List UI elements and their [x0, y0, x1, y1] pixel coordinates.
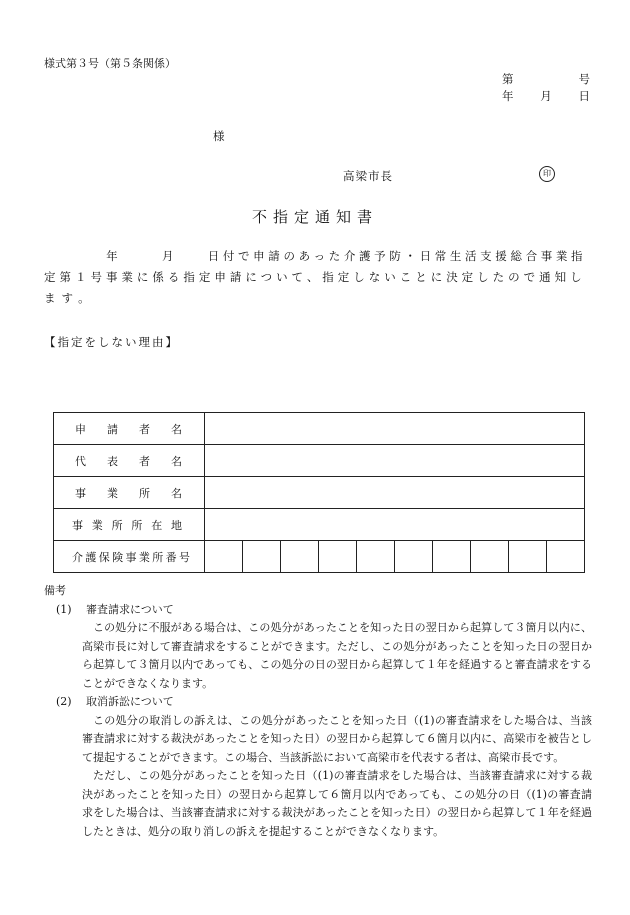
label-char: 請	[107, 422, 118, 436]
label-office-name	[54, 485, 204, 501]
label-char: 所	[131, 518, 143, 532]
remark-item	[44, 601, 592, 694]
label-char: 所	[139, 486, 150, 500]
row-label-cell	[54, 413, 205, 445]
label-char: 名	[171, 422, 182, 436]
label-char: 所	[111, 518, 123, 532]
label-char: 険	[112, 550, 124, 564]
body-month: 月	[159, 249, 176, 263]
remark-item	[44, 693, 592, 841]
label-char: 業	[138, 550, 150, 564]
office-number-digit-box[interactable]	[508, 541, 546, 572]
office-number-boxes	[205, 541, 585, 573]
label-char: 者	[139, 422, 150, 436]
issue-date	[502, 88, 590, 104]
table-row	[54, 445, 585, 477]
representative-name-field[interactable]	[205, 445, 585, 477]
office-number-digit-box[interactable]	[205, 541, 242, 572]
remarks	[44, 582, 592, 841]
label-char: 業	[91, 518, 103, 532]
office-name-field[interactable]	[205, 477, 585, 509]
body-line-1	[44, 246, 584, 267]
body-line-3: ます。	[44, 291, 96, 305]
number-prefix: 第	[502, 72, 514, 86]
remark-title: 審査請求について	[86, 602, 174, 616]
label-char: 護	[85, 550, 97, 564]
remark-paragraph: この処分の取消しの訴えは、この処分があったことを知った日（(1)の審査請求をした場合は、当該審査請求に対する裁決があったことを知った日）の翌日から起算して６箇月以内に、高梁市を被告として提起することができます。この場合、当該訴訟において高梁市を代表する者は、高梁市長です。	[82, 713, 592, 764]
remarks-heading: 備考	[44, 584, 66, 597]
remark-paragraph: ただし、この処分があったことを知った日（(1)の審査請求をした場合は、当該審査請求に対する裁決があったことを知った日）の翌日から起算して６箇月以内であっても、この処分の日（(1)の審査請求をした場合は、当該審査請求に対する裁決があったことを知った日）の翌日から起算して１年を経過したときは、処分の取り消しの訴えを提起することができなくなります。	[82, 769, 592, 838]
notice-body	[44, 246, 584, 309]
label-char: 号	[179, 550, 190, 564]
office-number-digit-box[interactable]	[280, 541, 318, 572]
label-char: 事	[75, 486, 86, 500]
table-row	[54, 413, 585, 445]
label-office-number	[54, 549, 204, 565]
label-char: 事	[72, 518, 83, 532]
label-char: 代	[75, 454, 86, 468]
office-address-field[interactable]	[205, 509, 585, 541]
label-char: 申	[75, 422, 86, 436]
remark-paragraph: この処分に不服がある場合は、この処分があったことを知った日の翌日から起算して３箇月以内に、高梁市長に対して審査請求をすることができます。ただし、この処分があったことを知った日の翌日から起算して３箇月以内であっても、この処分の日の翌日から起算して１年を経過すると審査請求をすることができなくなります。	[82, 621, 592, 690]
body-line-1-text: 日付で申請のあった介護予防・日常生活支援総合事業指	[205, 249, 585, 263]
row-label-cell	[54, 541, 205, 573]
office-number-digit-box[interactable]	[394, 541, 432, 572]
office-number-digit-box[interactable]	[470, 541, 508, 572]
label-char: 者	[139, 454, 150, 468]
label-char: 事	[125, 550, 137, 564]
issuer-name: 高梁市長	[343, 169, 393, 183]
table-row	[54, 477, 585, 509]
label-char: 地	[170, 518, 182, 532]
remark-subheading	[44, 601, 592, 620]
row-label-cell	[54, 509, 205, 541]
office-number-digit-box[interactable]	[356, 541, 394, 572]
label-office-address	[54, 517, 204, 533]
label-char: 所	[152, 550, 164, 564]
date-year: 年	[502, 89, 514, 103]
label-char: 番	[165, 550, 177, 564]
addressee-suffix: 様	[213, 129, 225, 143]
form-number: 様式第３号（第５条関係）	[44, 57, 176, 70]
label-char: 名	[171, 454, 182, 468]
label-char: 業	[107, 486, 118, 500]
remark-number: (2)	[56, 695, 72, 708]
table-row	[54, 509, 585, 541]
office-number-digit-box[interactable]	[432, 541, 470, 572]
label-char: 介	[72, 550, 83, 564]
remark-subheading	[44, 693, 592, 712]
label-char: 在	[151, 518, 163, 532]
applicant-name-field[interactable]	[205, 413, 585, 445]
document-title: 不指定通知書	[251, 208, 378, 226]
label-char: 名	[171, 486, 182, 500]
label-representative-name	[54, 453, 204, 469]
remark-title: 取消訴訟について	[86, 695, 174, 708]
applicant-table	[53, 412, 585, 573]
label-char: 表	[107, 454, 118, 468]
row-label-cell	[54, 445, 205, 477]
document-number	[502, 71, 590, 87]
remark-number: (1)	[56, 602, 72, 616]
body-line-2: 定第１号事業に係る指定申請について、指定しないことに決定したので通知し	[44, 270, 584, 284]
office-number-digit-box[interactable]	[546, 541, 584, 572]
office-number-digit-box[interactable]	[318, 541, 356, 572]
office-number-digit-box[interactable]	[242, 541, 280, 572]
row-label-cell	[54, 477, 205, 509]
date-month: 月	[540, 89, 552, 103]
label-applicant-name	[54, 421, 204, 437]
seal-mark: 印	[539, 166, 555, 182]
body-year: 年	[104, 249, 120, 263]
table-row	[54, 541, 585, 573]
label-char: 保	[98, 550, 110, 564]
number-suffix: 号	[578, 72, 590, 86]
date-day: 日	[578, 89, 590, 103]
reason-heading: 【指定をしない理由】	[44, 335, 179, 349]
